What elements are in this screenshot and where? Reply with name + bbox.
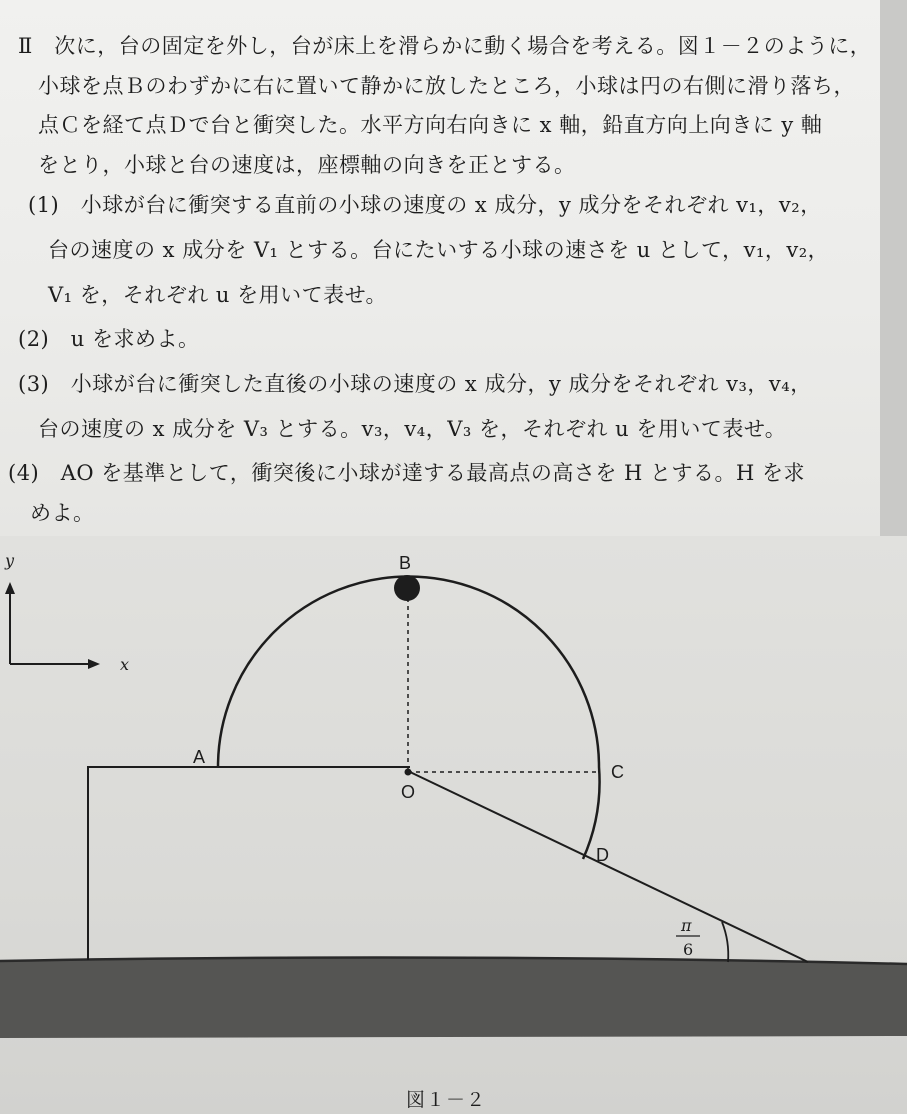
point-o-marker	[405, 769, 412, 776]
question-3-line-2: 台の速度の x 成分を V₃ とする。v₃，v₄，V₃ を，それぞれ u を用いて表せ。	[38, 417, 787, 441]
problem-line-4: をとり，小球と台の速度は，座標軸の向きを正とする。	[38, 153, 576, 177]
question-4-line-1: (4) AO を基準として，衝突後に小球が達する最高点の高さを H とする。H を求	[8, 461, 806, 485]
floor	[0, 958, 907, 1038]
question-1-line-1: (1) 小球が台に衝突する直前の小球の速度の x 成分，y 成分をそれぞれ v₁，v₂，	[28, 193, 822, 217]
point-a-label: A	[193, 747, 206, 767]
point-b-label: B	[399, 553, 412, 573]
x-axis-label: x	[120, 655, 130, 674]
point-c-label: C	[611, 762, 624, 782]
problem-line-2: 小球を点Ｂのわずかに右に置いて静かに放したところ，小球は円の右側に滑り落ち，	[38, 74, 855, 98]
question-3-line-1: (3) 小球が台に衝突した直後の小球の速度の x 成分，y 成分をそれぞれ v₃，v₄，	[18, 372, 812, 396]
problem-line-1: Ⅱ 次に，台の固定を外し，台が床上を滑らかに動く場合を考える。図１－２のように，	[18, 34, 872, 58]
slope	[410, 772, 808, 962]
figure-caption: 図１－２	[406, 1089, 487, 1111]
question-4-line-2: めよ。	[30, 501, 95, 525]
ball	[394, 575, 420, 601]
circular-track	[218, 577, 600, 860]
point-o-label: O	[401, 782, 416, 802]
question-2: (2) u を求めよ。	[18, 327, 200, 351]
x-axis-arrowhead	[88, 659, 100, 669]
angle-numerator: π	[681, 916, 692, 935]
angle-arc	[722, 922, 728, 962]
y-axis-arrowhead	[5, 582, 15, 594]
figure-diagram	[0, 536, 907, 1114]
point-d-label: D	[596, 845, 609, 865]
question-1-line-3: V₁ を，それぞれ u を用いて表せ。	[48, 283, 388, 307]
angle-denominator: 6	[683, 940, 694, 959]
question-1-line-2: 台の速度の x 成分を V₁ とする。台にたいする小球の速さを u として，v₁，v₂，	[48, 238, 830, 262]
problem-line-3: 点Ｃを経て点Ｄで台と衝突した。水平方向右向きに x 軸，鉛直方向上向きに y 軸	[38, 113, 823, 137]
platform	[88, 767, 221, 960]
y-axis-label: y	[5, 551, 15, 570]
